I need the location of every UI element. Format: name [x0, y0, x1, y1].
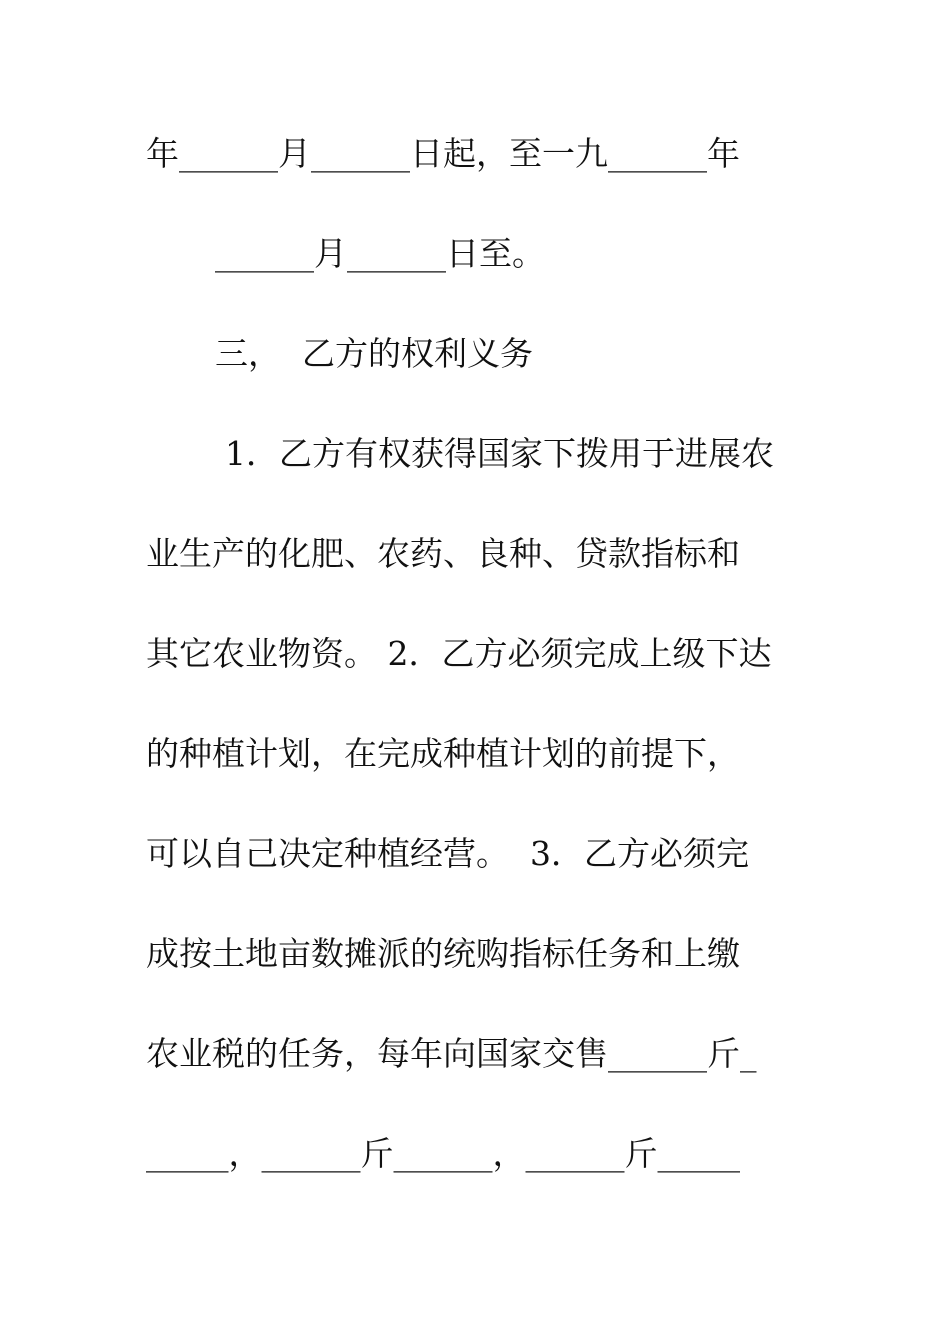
text-line-1: 年______月______日起，至一九______年	[146, 134, 740, 173]
section-heading: 三， 乙方的权利义务	[215, 334, 533, 373]
text-line-7: 的种植计划，在完成种植计划的前提下，	[146, 734, 740, 773]
text-line-9: 成按土地亩数摊派的统购指标任务和上缴	[146, 934, 740, 973]
text-line-4: 1．乙方有权获得国家下拨用于进展农	[225, 434, 774, 473]
text-line-8: 可以自己决定种植经营。 3．乙方必须完	[146, 834, 749, 873]
text-line-2: ______月______日至。	[215, 234, 545, 273]
text-line-6: 其它农业物资。 2．乙方必须完成上级下达	[146, 634, 772, 673]
text-line-11: _____，______斤______，______斤_____	[146, 1134, 740, 1173]
text-line-5: 业生产的化肥、农药、良种、贷款指标和	[146, 534, 740, 573]
text-line-10: 农业税的任务，每年向国家交售______斤_	[146, 1034, 757, 1073]
